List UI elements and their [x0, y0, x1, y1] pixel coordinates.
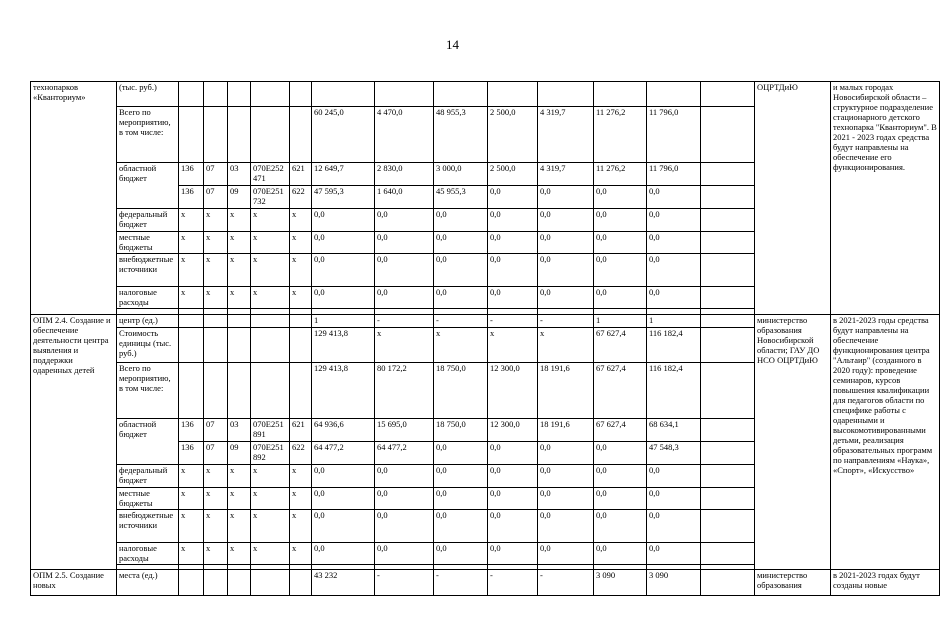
- code-cell: х: [251, 209, 290, 232]
- code-cell: х: [204, 510, 228, 543]
- value-cell: 64 477,2: [312, 442, 375, 465]
- value-cell: 3 000,0: [434, 163, 488, 186]
- value-cell: 0,0: [647, 254, 701, 287]
- code-cell: х: [251, 510, 290, 543]
- value-cell: 64 477,2: [375, 442, 434, 465]
- code-cell: х: [228, 254, 251, 287]
- value-cell: 68 634,1: [647, 419, 701, 442]
- value-cell: 0,0: [647, 232, 701, 254]
- row-label: Всего по мероприятию, в том числе:: [117, 107, 179, 163]
- value-cell: 1 640,0: [375, 186, 434, 209]
- row-label: внебюджетные источники: [117, 254, 179, 287]
- value-cell: 0,0: [538, 543, 594, 565]
- code-cell: х: [179, 232, 204, 254]
- value-cell: 0,0: [375, 543, 434, 565]
- executor-cell: министерство образования Новосибирской области; ГАУ ДО НСО ОЦРТДиЮ: [755, 315, 831, 570]
- value-cell: 64 936,6: [312, 419, 375, 442]
- value-cell: -: [375, 570, 434, 596]
- value-cell: 0,0: [594, 465, 647, 488]
- activity-name: ОПМ 2.5. Создание новых: [31, 570, 117, 596]
- code-cell: х: [251, 232, 290, 254]
- row-label: местные бюджеты: [117, 232, 179, 254]
- code-cell: х: [204, 543, 228, 565]
- value-cell: 0,0: [434, 442, 488, 465]
- value-cell: 0,0: [434, 543, 488, 565]
- value-cell: 0,0: [594, 254, 647, 287]
- code-cell: х: [251, 254, 290, 287]
- executor-cell: министерство образования: [755, 570, 831, 596]
- value-cell: 0,0: [538, 287, 594, 309]
- value-cell: 0,0: [594, 442, 647, 465]
- value-cell: 0,0: [434, 209, 488, 232]
- code-cell: х: [251, 488, 290, 510]
- code-cell: 070E252471: [251, 163, 290, 186]
- code-cell: х: [228, 287, 251, 309]
- code-cell: 03: [228, 163, 251, 186]
- value-cell: 45 955,3: [434, 186, 488, 209]
- code-cell: 070E251892: [251, 442, 290, 465]
- code-cell: х: [228, 510, 251, 543]
- value-cell: 11 796,0: [647, 163, 701, 186]
- value-cell: 0,0: [312, 254, 375, 287]
- value-cell: 0,0: [538, 488, 594, 510]
- code-cell: х: [228, 543, 251, 565]
- value-cell: х: [434, 328, 488, 363]
- row-label: Всего по мероприятию, в том числе:: [117, 363, 179, 419]
- value-cell: -: [434, 570, 488, 596]
- code-cell: х: [179, 287, 204, 309]
- value-cell: 0,0: [488, 543, 538, 565]
- value-cell: -: [488, 315, 538, 328]
- code-cell: х: [228, 232, 251, 254]
- value-cell: 0,0: [312, 232, 375, 254]
- value-cell: 0,0: [594, 209, 647, 232]
- code-cell: 07: [204, 163, 228, 186]
- value-cell: 0,0: [488, 287, 538, 309]
- value-cell: 0,0: [647, 543, 701, 565]
- value-cell: х: [488, 328, 538, 363]
- value-cell: 67 627,4: [594, 363, 647, 419]
- value-cell: 0,0: [647, 510, 701, 543]
- code-cell: х: [179, 543, 204, 565]
- code-cell: х: [179, 254, 204, 287]
- row-label: местные бюджеты: [117, 488, 179, 510]
- value-cell: х: [375, 328, 434, 363]
- value-cell: 0,0: [488, 442, 538, 465]
- row-label: федеральный бюджет: [117, 209, 179, 232]
- table-row: [31, 82, 940, 107]
- code-cell: 136: [179, 163, 204, 186]
- row-label: областной бюджет: [117, 419, 179, 465]
- value-cell: 1: [312, 315, 375, 328]
- value-cell: 0,0: [594, 488, 647, 510]
- code-cell: 136: [179, 442, 204, 465]
- value-cell: 0,0: [594, 186, 647, 209]
- code-cell: 621: [290, 419, 312, 442]
- code-cell: х: [179, 488, 204, 510]
- row-label: (тыс. руб.): [117, 82, 179, 107]
- value-cell: 0,0: [375, 232, 434, 254]
- code-cell: 070E251891: [251, 419, 290, 442]
- value-cell: 129 413,8: [312, 363, 375, 419]
- code-cell: 09: [228, 442, 251, 465]
- value-cell: -: [538, 570, 594, 596]
- value-cell: 2 500,0: [488, 107, 538, 163]
- value-cell: 43 232: [312, 570, 375, 596]
- value-cell: 0,0: [488, 186, 538, 209]
- code-cell: х: [290, 465, 312, 488]
- value-cell: 129 413,8: [312, 328, 375, 363]
- code-cell: х: [179, 465, 204, 488]
- value-cell: 0,0: [538, 232, 594, 254]
- value-cell: 67 627,4: [594, 328, 647, 363]
- value-cell: 47 595,3: [312, 186, 375, 209]
- code-cell: х: [204, 465, 228, 488]
- code-cell: х: [290, 209, 312, 232]
- value-cell: 4 319,7: [538, 107, 594, 163]
- value-cell: 0,0: [434, 254, 488, 287]
- value-cell: 11 276,2: [594, 107, 647, 163]
- value-cell: 116 182,4: [647, 363, 701, 419]
- value-cell: 47 548,3: [647, 442, 701, 465]
- value-cell: 0,0: [312, 465, 375, 488]
- value-cell: -: [538, 315, 594, 328]
- code-cell: 03: [228, 419, 251, 442]
- value-cell: 0,0: [538, 442, 594, 465]
- table-row: [31, 315, 940, 328]
- value-cell: х: [538, 328, 594, 363]
- code-cell: х: [179, 510, 204, 543]
- value-cell: 80 172,2: [375, 363, 434, 419]
- value-cell: 0,0: [434, 465, 488, 488]
- value-cell: 0,0: [488, 232, 538, 254]
- value-cell: 0,0: [312, 209, 375, 232]
- row-label: места (ед.): [117, 570, 179, 596]
- note-cell: и малых городах Новосибирской области – структурное подразделение стационарного детского технопарка "Кванториум". В 2021 - 2023 годах средства будут направлены на обеспечение его функционирования.: [831, 82, 940, 315]
- executor-cell: ОЦРТДиЮ: [755, 82, 831, 315]
- table-row: [31, 570, 940, 596]
- value-cell: 0,0: [375, 209, 434, 232]
- value-cell: 0,0: [647, 209, 701, 232]
- code-cell: х: [290, 510, 312, 543]
- value-cell: 18 750,0: [434, 363, 488, 419]
- value-cell: 0,0: [375, 510, 434, 543]
- value-cell: 67 627,4: [594, 419, 647, 442]
- value-cell: 0,0: [538, 510, 594, 543]
- code-cell: 09: [228, 186, 251, 209]
- code-cell: х: [204, 287, 228, 309]
- value-cell: 18 750,0: [434, 419, 488, 442]
- value-cell: 0,0: [434, 488, 488, 510]
- value-cell: 0,0: [594, 543, 647, 565]
- value-cell: 15 695,0: [375, 419, 434, 442]
- code-cell: х: [251, 543, 290, 565]
- value-cell: 0,0: [538, 254, 594, 287]
- value-cell: 0,0: [488, 510, 538, 543]
- code-cell: 136: [179, 419, 204, 442]
- value-cell: 0,0: [312, 510, 375, 543]
- code-cell: х: [204, 232, 228, 254]
- code-cell: х: [290, 488, 312, 510]
- note-cell: в 2021-2023 годах будут созданы новые: [831, 570, 940, 596]
- value-cell: 12 649,7: [312, 163, 375, 186]
- program-table: [30, 81, 940, 596]
- value-cell: 0,0: [538, 209, 594, 232]
- code-cell: 621: [290, 163, 312, 186]
- value-cell: 1: [594, 315, 647, 328]
- page-number: 14: [446, 37, 459, 52]
- note-cell: в 2021-2023 годы средства будут направлены на обеспечение функционирования центра "Альтаир" (созданного в 2020 году): проведение семинаров, курсов повышения квалификации для педагогов области по специфике работы с одаренными и высокомотивированными детьми, реализация образовательных программ по направлениям «Наука», «Спорт», «Искусство»: [831, 315, 940, 570]
- value-cell: 0,0: [488, 465, 538, 488]
- code-cell: 07: [204, 419, 228, 442]
- value-cell: 0,0: [434, 232, 488, 254]
- value-cell: 0,0: [647, 186, 701, 209]
- value-cell: 0,0: [312, 488, 375, 510]
- row-label: областной бюджет: [117, 163, 179, 209]
- value-cell: 11 796,0: [647, 107, 701, 163]
- code-cell: х: [228, 209, 251, 232]
- row-label: центр (ед.): [117, 315, 179, 328]
- code-cell: 622: [290, 442, 312, 465]
- value-cell: 0,0: [538, 465, 594, 488]
- value-cell: 0,0: [594, 287, 647, 309]
- code-cell: 622: [290, 186, 312, 209]
- code-cell: х: [251, 465, 290, 488]
- code-cell: х: [251, 287, 290, 309]
- value-cell: 60 245,0: [312, 107, 375, 163]
- code-cell: х: [290, 232, 312, 254]
- code-cell: х: [228, 465, 251, 488]
- value-cell: 0,0: [375, 488, 434, 510]
- value-cell: 3 090: [647, 570, 701, 596]
- value-cell: 0,0: [647, 488, 701, 510]
- code-cell: х: [290, 254, 312, 287]
- value-cell: 0,0: [375, 287, 434, 309]
- value-cell: 2 500,0: [488, 163, 538, 186]
- value-cell: -: [375, 315, 434, 328]
- value-cell: 0,0: [375, 254, 434, 287]
- code-cell: 07: [204, 186, 228, 209]
- value-cell: 48 955,3: [434, 107, 488, 163]
- value-cell: -: [434, 315, 488, 328]
- value-cell: 0,0: [647, 465, 701, 488]
- value-cell: 4 470,0: [375, 107, 434, 163]
- code-cell: 07: [204, 442, 228, 465]
- value-cell: 12 300,0: [488, 419, 538, 442]
- value-cell: 18 191,6: [538, 419, 594, 442]
- code-cell: х: [204, 254, 228, 287]
- code-cell: х: [228, 488, 251, 510]
- value-cell: 116 182,4: [647, 328, 701, 363]
- value-cell: 0,0: [594, 232, 647, 254]
- value-cell: 0,0: [312, 543, 375, 565]
- value-cell: 0,0: [312, 287, 375, 309]
- row-label: налоговые расходы: [117, 287, 179, 309]
- value-cell: 0,0: [647, 287, 701, 309]
- value-cell: 0,0: [538, 186, 594, 209]
- value-cell: 2 830,0: [375, 163, 434, 186]
- code-cell: 070E251732: [251, 186, 290, 209]
- row-label: налоговые расходы: [117, 543, 179, 565]
- value-cell: 4 319,7: [538, 163, 594, 186]
- value-cell: 11 276,2: [594, 163, 647, 186]
- value-cell: 0,0: [488, 488, 538, 510]
- activity-name: ОПМ 2.4. Создание и обеспечение деятельности центра выявления и поддержки одаренных детей: [31, 315, 117, 570]
- value-cell: 0,0: [488, 209, 538, 232]
- value-cell: -: [488, 570, 538, 596]
- code-cell: х: [290, 543, 312, 565]
- value-cell: 18 191,6: [538, 363, 594, 419]
- code-cell: 136: [179, 186, 204, 209]
- code-cell: х: [290, 287, 312, 309]
- value-cell: 0,0: [434, 287, 488, 309]
- value-cell: 0,0: [434, 510, 488, 543]
- value-cell: 12 300,0: [488, 363, 538, 419]
- value-cell: 0,0: [488, 254, 538, 287]
- value-cell: 0,0: [375, 465, 434, 488]
- value-cell: 1: [647, 315, 701, 328]
- row-label: Стоимость единицы (тыс. руб.): [117, 328, 179, 363]
- value-cell: 0,0: [594, 510, 647, 543]
- code-cell: х: [179, 209, 204, 232]
- activity-name: технопарков «Кванториум»: [31, 82, 117, 315]
- row-label: федеральный бюджет: [117, 465, 179, 488]
- value-cell: 3 090: [594, 570, 647, 596]
- row-label: внебюджетные источники: [117, 510, 179, 543]
- code-cell: х: [204, 209, 228, 232]
- code-cell: х: [204, 488, 228, 510]
